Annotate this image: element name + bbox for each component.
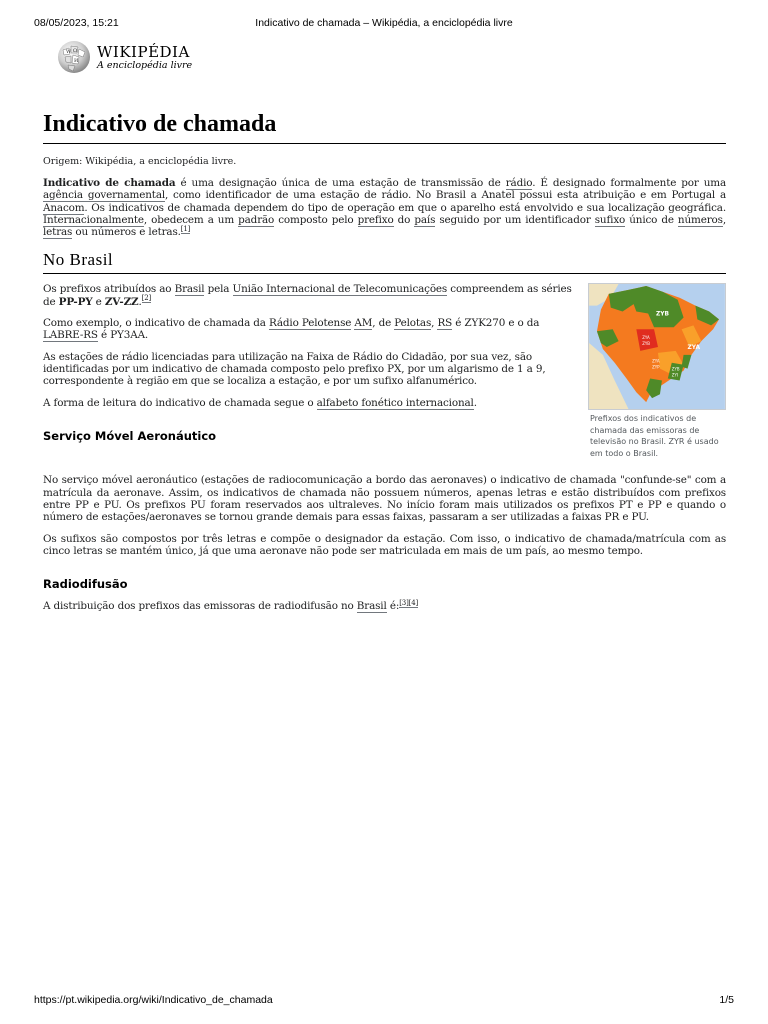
print-header <box>34 17 734 31</box>
print-page-title: Indicativo de chamada – Wikipédia, a enciclopédia livre <box>255 17 513 29</box>
link-brasil[interactable]: Brasil <box>174 283 205 296</box>
link-sufixo[interactable]: sufixo <box>594 213 626 226</box>
map-label: ZYB <box>642 341 651 347</box>
radiodifusao-paragraph-1: A distribuição dos prefixos das emissoras de radiodifusão no Brasil é:[3][4] <box>43 598 419 613</box>
link-padrao[interactable]: padrão <box>238 213 275 226</box>
brazil-prefix-map[interactable] <box>588 283 726 410</box>
intro-bold-term: Indicativo de chamada <box>43 177 176 189</box>
map-label: ZYA <box>652 359 660 365</box>
section-heading-radiodifusao: Radiodifusão <box>43 577 128 592</box>
svg-text:И: И <box>74 58 79 64</box>
map-label: ZYA <box>642 335 650 341</box>
wikipedia-logo[interactable] <box>57 40 257 74</box>
link-internacionalmente[interactable]: Internacionalmente <box>43 213 144 226</box>
svg-text:W: W <box>66 49 72 55</box>
print-page-number: 1/5 <box>719 994 734 1006</box>
reference-1[interactable]: [1] <box>180 224 191 233</box>
print-url: https://pt.wikipedia.org/wiki/Indicativo_de_chamada <box>34 994 273 1006</box>
brasil-paragraph-2: Como exemplo, o indicativo de chamada da Rádio Pelotense AM, de Pelotas, RS é ZYK270 e o da LABRE-RS é PY3AA. <box>43 317 540 342</box>
link-numeros[interactable]: números <box>677 213 723 226</box>
map-label: ZYI <box>671 373 679 379</box>
wikipedia-tagline: A enciclopédia livre <box>97 60 193 71</box>
link-alfabeto-fonetico[interactable]: alfabeto fonético internacional <box>316 396 474 409</box>
brasil-paragraph-1: Os prefixos atribuídos ao Brasil pela União Internacional de Telecomunicações compreendem as séries de PP-PY e ZV-ZZ.[2] <box>43 283 572 308</box>
page-title: Indicativo de chamada <box>43 110 726 144</box>
reference-4[interactable]: [4] <box>408 598 419 607</box>
aeronautico-paragraph-2: Os sufixos são compostos por três letras e compõe o designador da estação. Com isso, o indicativo de chamada/matrícula com as cinco letras se mantém único, já que uma aeronave não pode ser matriculada em mais de um país, ao mesmo tempo. <box>43 532 726 557</box>
link-radio[interactable]: rádio <box>505 177 533 189</box>
link-prefixo[interactable]: prefixo <box>357 213 394 226</box>
print-datetime: 08/05/2023, 15:21 <box>34 17 119 29</box>
brasil-paragraph-3: As estações de rádio licenciadas para utilização na Faixa de Rádio do Cidadão, por sua vez, são identificadas por um indicativo de chamada composto pelo prefixo PX, por um algarismo de 1 a 9, correspondente à região em que se localiza a estação, e por um sufixo alfanumérico. <box>43 350 546 388</box>
map-label: ZYP <box>652 365 660 371</box>
site-subtitle: Origem: Wikipédia, a enciclopédia livre. <box>43 156 237 167</box>
section-heading-aeronautico: Serviço Móvel Aeronáutico <box>43 428 217 443</box>
map-figure <box>588 283 726 459</box>
link-labre-rs[interactable]: LABRE-RS <box>43 329 98 342</box>
link-radio-pelotense[interactable]: Rádio Pelotense <box>268 317 352 330</box>
link-pais[interactable]: país <box>414 213 436 226</box>
link-agencia-governamental[interactable]: agência governamental <box>43 189 166 202</box>
map-label: ZYB <box>656 311 670 318</box>
reference-2[interactable]: [2] <box>141 294 152 303</box>
article-content <box>43 110 726 613</box>
reference-3[interactable]: [3] <box>399 598 409 607</box>
link-brasil-2[interactable]: Brasil <box>356 600 387 613</box>
aeronautico-paragraph-1: No serviço móvel aeronáutico (estações de radiocomunicação a bordo das aeronaves) o indicativo de chamada "confunde-se" com a matrícula da aeronave. Assim, os indicativos de chamada não possuem números, apenas letras e estão distribuídos com prefixos entre PP e PU. Os prefixos PU foram reservados aos ultraleves. No início foram mais utilizados os prefixos PT e PP e quando o número de estações/aeronaves se tornou grande demais para essas faixas, passaram a ser utilizadas a faixas PR e PU. <box>43 474 726 524</box>
map-caption: Prefixos dos indicativos de chamada das emissoras de televisão no Brasil. ZYR é usado em todo o Brasil. <box>590 414 719 458</box>
wikipedia-globe-icon <box>57 40 91 74</box>
intro-paragraph: Indicativo de chamada é uma designação única de uma estação de transmissão de rádio. É designado formalmente por uma agência governamental, como identificador de uma estação de rádio. No Brasil a Anatel possui esta atribuição e em Portugal a Anacom. Os indicativos de chamada dependem do tipo de operação em que o aparelho está envolvido e sua localização geográfica. Internacionalmente, obedecem a um padrão composto pelo prefixo do país seguido por um identificador sufixo único de números, letras ou números e letras.[1] <box>43 177 727 239</box>
link-rs[interactable]: RS <box>437 317 453 330</box>
brasil-paragraph-4: A forma de leitura do indicativo de chamada segue o alfabeto fonético internacional. <box>43 396 477 409</box>
link-am[interactable]: AM <box>354 317 373 330</box>
wikipedia-wordmark: WIKIPÉDIA <box>97 43 190 61</box>
print-footer <box>34 994 734 1008</box>
map-label: ZYA <box>687 345 701 352</box>
section-heading-no-brasil: No Brasil <box>43 250 726 274</box>
link-anacom[interactable]: Anacom <box>43 201 85 214</box>
link-letras[interactable]: letras <box>43 226 73 239</box>
map-label: ZYB <box>671 367 680 373</box>
link-uit[interactable]: União Internacional de Telecomunicações <box>232 283 448 296</box>
svg-text:Ω: Ω <box>73 48 78 54</box>
link-pelotas[interactable]: Pelotas <box>394 317 432 330</box>
